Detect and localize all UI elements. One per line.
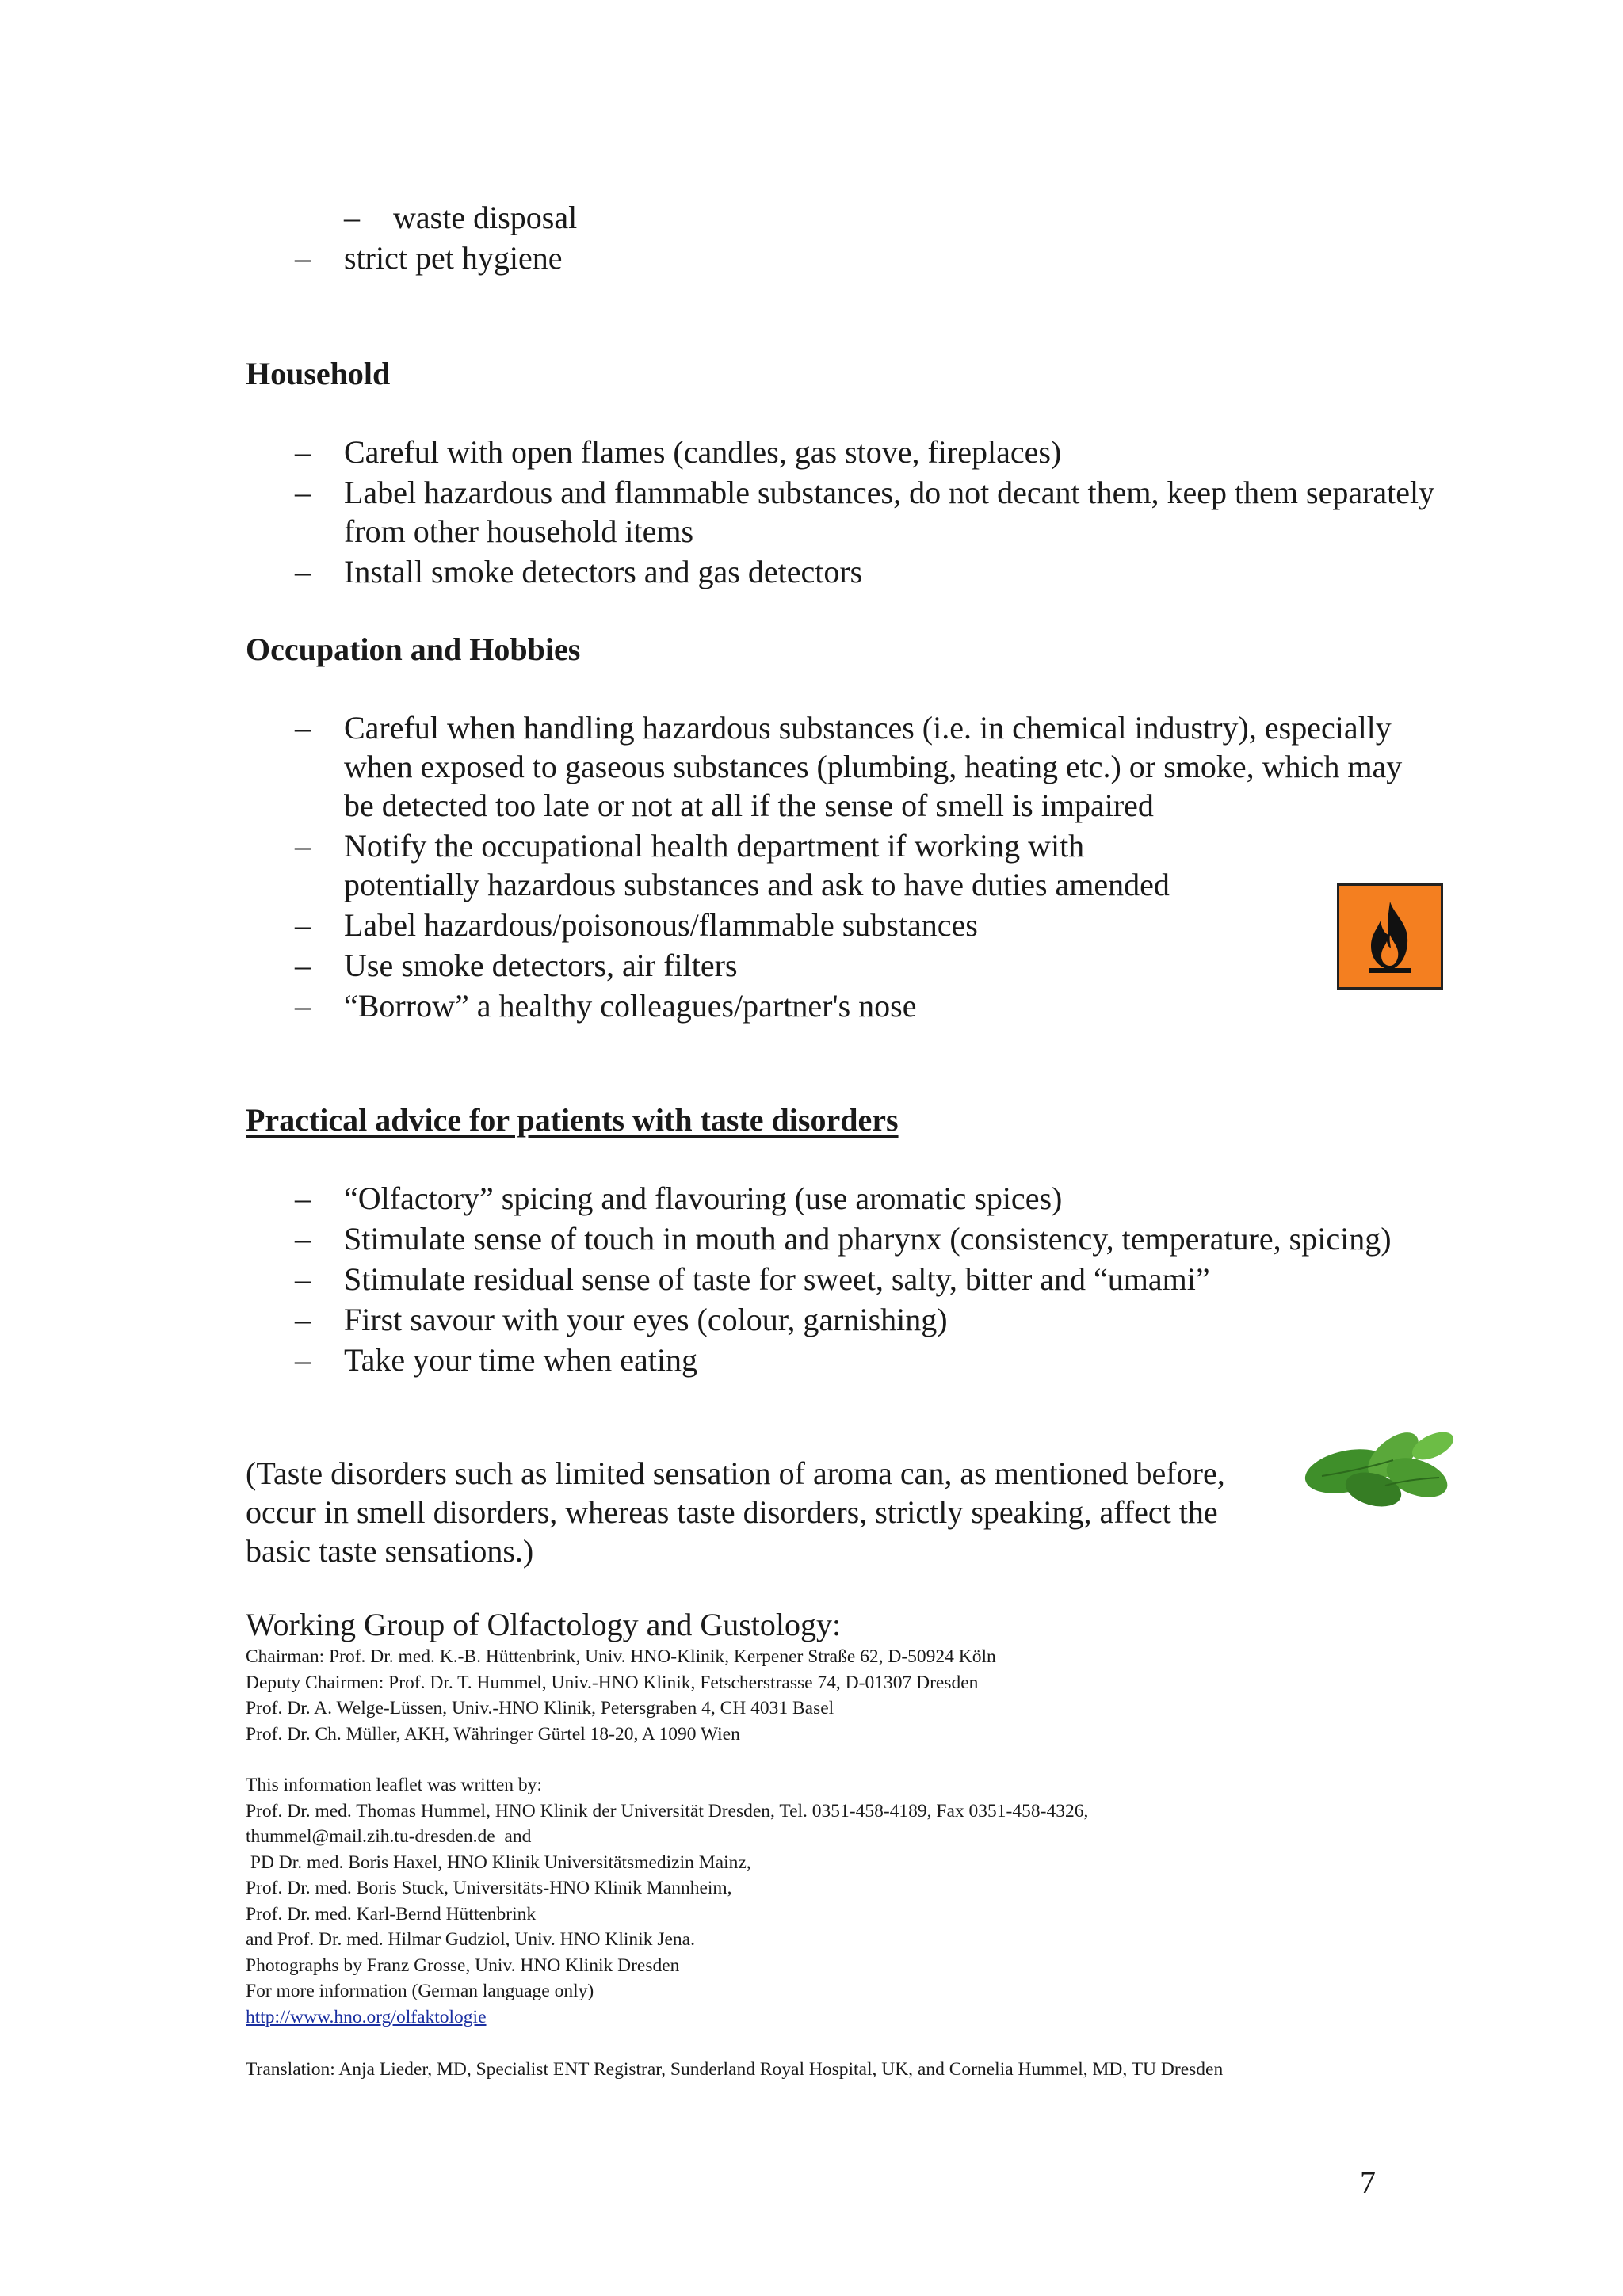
credits-line: PD Dr. med. Boris Haxel, HNO Klinik Universitätsmedizin Mainz,: [246, 1852, 751, 1873]
translation-credit: Translation: Anja Lieder, MD, Specialist ENT Registrar, Sunderland Royal Hospital, UK, and Cornelia Hummel, MD, TU Dresden: [246, 2059, 1224, 2080]
working-group-members: [246, 1644, 1514, 1747]
list-item: – Label hazardous and flammable substances, do not decant them, keep them separately from other household items: [246, 473, 1450, 551]
list-item: – Stimulate sense of touch in mouth and pharynx (consistency, temperature, spicing): [246, 1219, 1450, 1258]
list-item: – Notify the occupational health department if working with potentially hazardous substances and ask to have duties amended: [246, 826, 1411, 904]
page-number: 7: [1360, 2164, 1376, 2200]
member-line: Chairman: Prof. Dr. med. K.-B. Hüttenbrink, Univ. HNO-Klinik, Kerpener Straße 62, D-50924 Köln: [246, 1646, 996, 1667]
list-item: – First savour with your eyes (colour, garnishing): [246, 1300, 1450, 1339]
list-item: – “Borrow” a healthy colleagues/partner's nose: [246, 986, 1411, 1025]
basil-leaves-image: [1298, 1414, 1457, 1517]
taste-note: (Taste disorders such as limited sensation of aroma can, as mentioned before, occur in smell disorders, whereas taste disorders, strictly speaking, affect the basic taste sensations.): [246, 1455, 1225, 1569]
credits-line: For more information (German language only): [246, 1981, 594, 2001]
list-item: – waste disposal: [246, 198, 1450, 237]
member-line: Prof. Dr. Ch. Müller, AKH, Währinger Gürtel 18-20, A 1090 Wien: [246, 1723, 740, 1745]
flammable-hazard-icon: [1337, 883, 1443, 990]
occupation-list: [246, 708, 1411, 1027]
list-item: – Label hazardous/poisonous/flammable substances: [246, 906, 1411, 944]
household-heading: Household: [246, 356, 391, 391]
list-item: – Careful with open flames (candles, gas stove, fireplaces): [246, 433, 1450, 471]
credits-block: [246, 1772, 1514, 2030]
household-list: [246, 433, 1450, 593]
credits-line: Prof. Dr. med. Boris Stuck, Universitäts-HNO Klinik Mannheim,: [246, 1878, 732, 1898]
occupation-heading: Occupation and Hobbies: [246, 631, 581, 667]
list-item: – strict pet hygiene: [246, 238, 1450, 277]
credits-line: This information leaflet was written by:: [246, 1775, 542, 1795]
list-item: – Stimulate residual sense of taste for sweet, salty, bitter and “umami”: [246, 1260, 1450, 1299]
olfaktologie-link[interactable]: http://www.hno.org/olfaktologie: [246, 2006, 487, 2027]
list-item: – Use smoke detectors, air filters: [246, 946, 1411, 985]
taste-advice-list: [246, 1179, 1450, 1381]
credits-line: thummel@mail.zih.tu-dresden.de and: [246, 1826, 532, 1847]
taste-advice-heading: Practical advice for patients with taste disorders: [246, 1102, 899, 1138]
continued-list: [246, 198, 1450, 279]
list-item: – Take your time when eating: [246, 1341, 1450, 1379]
credits-line: Prof. Dr. med. Karl-Bernd Hüttenbrink: [246, 1903, 537, 1924]
credits-line: Prof. Dr. med. Thomas Hummel, HNO Klinik der Universität Dresden, Tel. 0351-458-4189, Fax 0351-458-4326,: [246, 1800, 1089, 1821]
working-group-title: Working Group of Olfactology and Gustology:: [246, 1607, 842, 1642]
credits-line: Photographs by Franz Grosse, Univ. HNO Klinik Dresden: [246, 1955, 680, 1976]
member-line: Deputy Chairmen: Prof. Dr. T. Hummel, Univ.-HNO Klinik, Fetscherstrasse 74, D-01307 Dresden: [246, 1672, 979, 1693]
list-item: – Install smoke detectors and gas detectors: [246, 552, 1450, 591]
list-item: – Careful when handling hazardous substances (i.e. in chemical industry), especially when exposed to gaseous substances (plumbing, heating etc.) or smoke, which may be detected too late or not at all if the sense of smell is impaired: [246, 708, 1411, 825]
list-item: – “Olfactory” spicing and flavouring (use aromatic spices): [246, 1179, 1450, 1218]
member-line: Prof. Dr. A. Welge-Lüssen, Univ.-HNO Klinik, Petersgraben 4, CH 4031 Basel: [246, 1698, 834, 1718]
credits-line: and Prof. Dr. med. Hilmar Gudziol, Univ. HNO Klinik Jena.: [246, 1929, 695, 1950]
